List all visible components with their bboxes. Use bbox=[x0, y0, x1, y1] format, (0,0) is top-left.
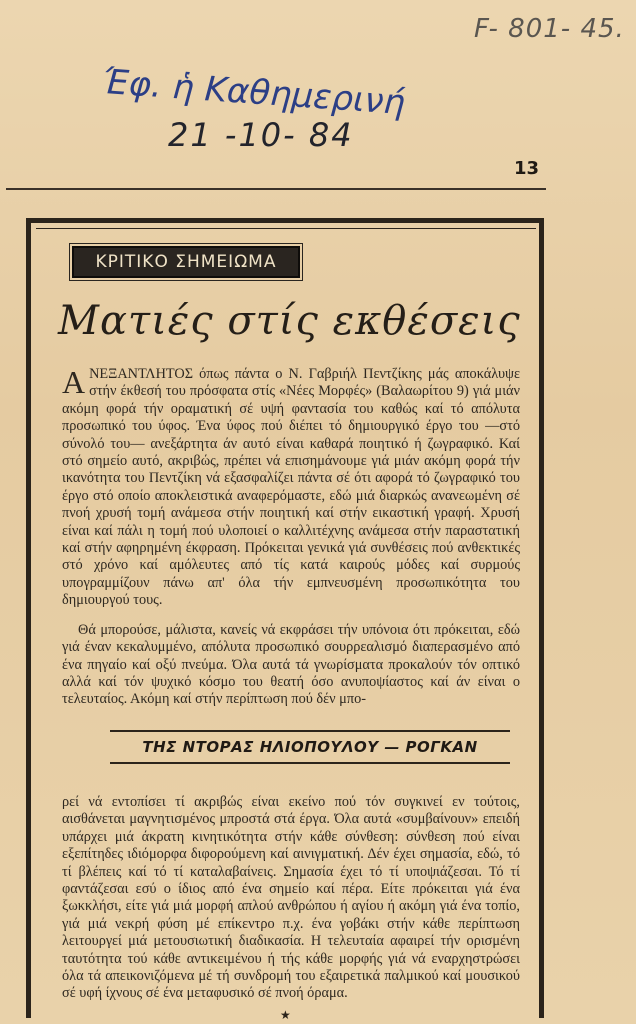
date-annotation: 21 -10- 84 bbox=[168, 116, 354, 154]
body-paragraph bbox=[62, 366, 520, 610]
paragraph-text: ΝΕΞΑΝΤΛΗΤΟΣ όπως πάντα ο Ν. Γαβριήλ Πεντζίκης μάς αποκάλυψε στήν έκθεσή του πρόσφατα στίς «Νέες Μορφές» (Βαλαωρίτου 9) γιά μιάν ακόμη φορά τήν οραματική σέ υψή φαντασία του καθώς καί τό απόλυτα προσωπικό του ύφος. Ένα ύφος πού διέπει τό δημιουργικό έργο του —στό σύνολό του— ανεξάρτητα άν αυτό είναι καθαρά ποιητικό ή ζωγραφικό. Καί στό σημείο αυτό, ακριβώς, πρέπει νά επισημάνουμε γιά μιάν ακόμη φορά τήν ικανότητα του Πεντζίκη νά εξασφαλίζει πάντα σέ ότι αφορά τό ζωγραφικό του έργο στό οποίο αποκλειστικά αναφερόμαστε, εδώ μιά διαρκώς ανανεωμένη σέ πνοή χρυσή τομή ανάμεσα στήν ποιητική καί στήν εικαστική γραφή. Χρυσή είναι καί πάλι η τομή πού υλοποιεί ο καλλιτέχνης ανάμεσα στήν παραστατική καί στήν αφηρημένη έκφραση. Πρόκειται γενικά γιά συνθέσεις πού ανθεκτικές στό χρόνο καί αμόλευτες από τίς κατά καιρούς μόδες καί συρμούς υπογραμμίζουν πάνω απ' όλα τήν εμπνευσμένη προσωπικότητα του δημιουργού τους. bbox=[62, 366, 520, 609]
author-byline: ΤΗΣ ΝΤΟΡΑΣ ΗΛΙΟΠΟΥΛΟΥ — ΡΟΓΚΑΝ bbox=[110, 730, 510, 764]
drop-cap: Α bbox=[62, 366, 86, 400]
section-kicker: ΚΡΙΤΙΚΟ ΣΗΜΕΙΩΜΑ bbox=[72, 246, 300, 278]
article-headline: Ματιές στίς εκθέσεις bbox=[58, 298, 521, 344]
body-paragraph: Θά μπορούσε, μάλιστα, κανείς νά εκφράσει τήν υπόνοια ότι πρόκειται, εδώ γιά έναν κεκαλυμμένο, απόλυτα προσωπικό σουρρεαλισμό διαπερασμένο από ένα πηγαίο καί οξύ πνεύμα. Όλα αυτά τά γνωρίσματα προκαλούν τόν οπτικό αλλά καί τόν ψυχικό κόσμο του θεατή όσο ανυποψίαστος καί άν είναι ο τελευταίος. Ακόμη καί στήν περίπτωση πού δέν μπο- bbox=[62, 621, 520, 708]
top-divider bbox=[6, 188, 546, 190]
source-annotation: Έφ. ἡ Καθημερινή bbox=[101, 62, 407, 124]
article-body-upper bbox=[62, 366, 520, 722]
article-body-lower bbox=[62, 794, 520, 1008]
end-mark-icon: ★ bbox=[280, 1008, 291, 1022]
page-number: 13 bbox=[514, 158, 540, 179]
archive-code-annotation: F- 801- 45. bbox=[474, 14, 625, 44]
frame-inner-rule bbox=[36, 228, 536, 229]
body-paragraph: ρεί νά εντοπίσει τί ακριβώς είναι εκείνο πού τόν συγκινεί εν τούτοις, αισθάνεται μαγνητισμένος μπροστά στά έργα. Όλα αυτά «συμβαίνουν» επειδή υπάρχει μιά άκρατη κινητικότητα στήν κάθε σύνθεση: σύνθεση πού είναι εξεπίτηδες ιδιόμορφα διφορούμενη καί αινιγματική. Δέν έχει σημασία, εδώ, τό τί βλέπεις καί τό τί καταλαβαίνεις. Σημασία έχει τό τί υποψιάζεσαι. Τό τί φαντάζεσαι εσύ ο ίδιος από ένα σημείο καί πέρα. Είτε πρόκειται γιά ένα ξωκκλήσι, είτε γιά μιά μορφή απλού ανθρώπου ή αγίου ή ακόμη γιά ένα τοπίο, γιά μιά νεκρή φύση μέ επίκεντρο π.χ. ένα γοβάκι στήν κάθε περίπτωση λειτουργεί μιά μετουσιωτική διαδικασία. Η τελευταία αφαιρεί τήν ορισμένη ταυτότητα τού κάθε αντικειμένου ή τής κάθε μορφής γιά νά εναρχηστρώσει όλα τά απεικονιζόμενα μέ τή συνδρομή του εξαιρετικά παλμικού καί μουσικού σέ υφή ίχνους σέ ένα μεταφυσικό σέ πνοή όραμα. bbox=[62, 794, 520, 1002]
